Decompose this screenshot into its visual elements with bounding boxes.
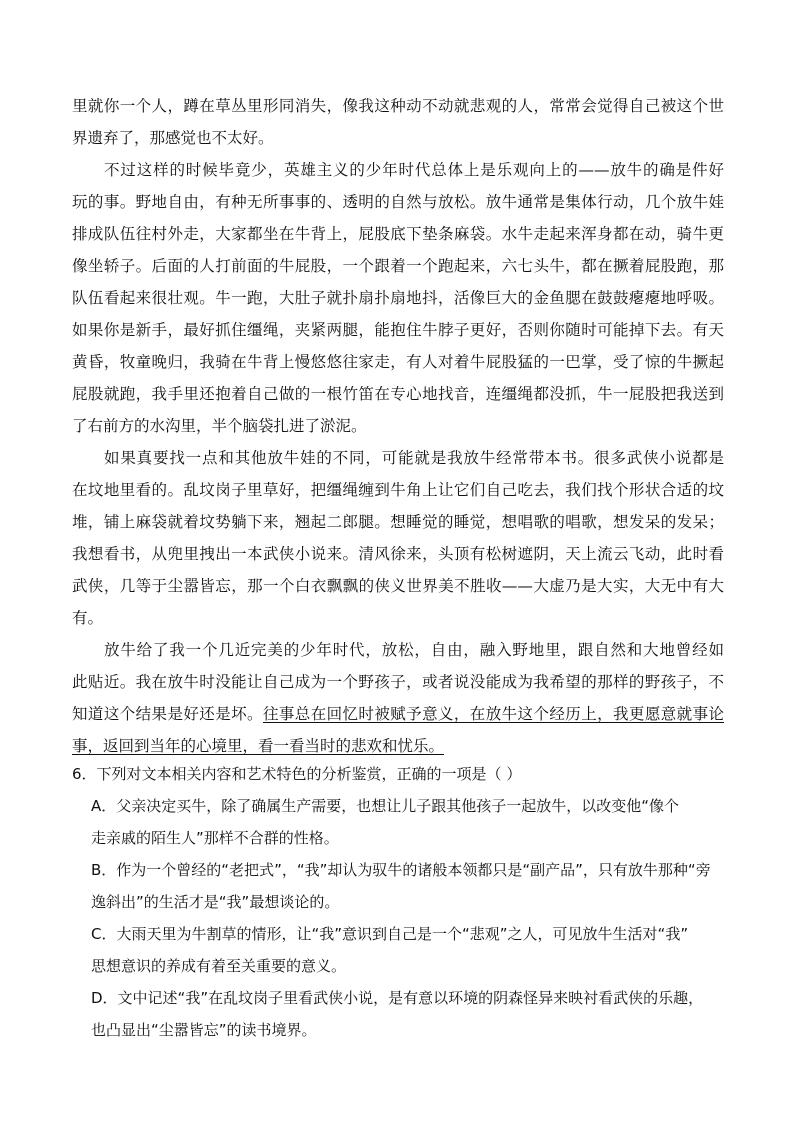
option-a[interactable]: A．父亲决定买牛，除了确属生产需要，也想让儿子跟其他孩子一起放牛，以改变他“像个: [91, 797, 680, 815]
passage-line: 队伍看起来很壮观。牛一跑，大肚子就扑扇扑扇地抖，活像巨大的金鱼腮在鼓鼓瘪瘪地呼吸。: [72, 289, 724, 307]
passage-line: 了右前方的水沟里，半个脑袋扎进了淤泥。: [72, 417, 367, 435]
option-c[interactable]: C．大雨天里为牛割草的情形，让“我”意识到自己是一个“悲观”之人，可见放牛生活对“我”: [91, 925, 689, 943]
passage-line: 武侠，几等于尘嚣皆忘，那一个白衣飘飘的侠义世界美不胜收——大虚乃是大实，大无中有大: [72, 577, 724, 595]
option-a-cont[interactable]: 走亲戚的陌生人”那样不合群的性格。: [91, 829, 339, 847]
passage-line: 界遗弃了，那感觉也不太好。: [72, 129, 274, 147]
underlined-sentence: 往事总在回忆时被赋予意义，在放牛这个经历上，我更愿意就事论: [262, 705, 724, 723]
underlined-sentence: 事，返回到当年的心境里，看一看当时的悲欢和忧乐。: [72, 737, 445, 755]
passage-line: 放牛给了我一个几近完美的少年时代，放松，自由，融入野地里，跟自然和大地曾经如: [104, 641, 724, 659]
passage-line: 堆，铺上麻袋就着坟势躺下来，翘起二郎腿。想睡觉的睡觉，想唱歌的唱歌，想发呆的发呆；: [72, 513, 724, 531]
question-stem: 6．下列对文本相关内容和艺术特色的分析鉴赏，正确的一项是（ ）: [72, 765, 522, 783]
passage-text: 知道这个结果是好还是坏。: [72, 705, 263, 723]
passage-line: 此贴近。我在放牛时没能让自己成为一个野孩子，或者说没能成为我希望的那样的野孩子，不: [72, 673, 724, 691]
passage-line: 如果真要找一点和其他放牛娃的不同，可能就是我放牛经常带本书。很多武侠小说都是: [104, 449, 724, 467]
option-d-cont[interactable]: 也凸显出“尘嚣皆忘”的读书境界。: [91, 1021, 317, 1039]
passage-line: 我想看书，从兜里拽出一本武侠小说来。清风徐来，头顶有松树遮阴，天上流云飞动，此时看: [72, 545, 724, 563]
passage-line: 玩的事。野地自由，有种无所事事的、透明的自然与放松。放牛通常是集体行动，几个放牛娃: [72, 193, 724, 211]
passage-line: [72, 704, 724, 724]
passage-line: 屁股就跑，我手里还抱着自己做的一根竹笛在专心地找音，连缰绳都没抓，牛一屁股把我送到: [72, 385, 724, 403]
passage-line: 里就你一个人，蹲在草丛里形同消失，像我这种动不动就悲观的人，常常会觉得自己被这个世: [72, 97, 724, 115]
passage-line: [72, 736, 724, 756]
option-b-cont[interactable]: 逸斜出”的生活才是“我”最想谈论的。: [91, 893, 340, 911]
passage-line: 排成队伍往村外走，大家都坐在牛背上，屁股底下垫条麻袋。水牛走起来浑身都在动，骑牛更: [72, 225, 724, 243]
passage-line: 如果你是新手，最好抓住缰绳，夹紧两腿，能抱住牛脖子更好，否则你随时可能掉下去。有天: [72, 321, 724, 339]
option-c-cont[interactable]: 思想意识的养成有着至关重要的意义。: [91, 957, 347, 975]
passage-line: 像坐轿子。后面的人打前面的牛屁股，一个跟着一个跑起来，六七头牛，都在撅着屁股跑，那: [72, 257, 724, 275]
passage-line: 在坟地里看的。乱坟岗子里草好，把缰绳缠到牛角上让它们自己吃去，我们找个形状合适的坟: [72, 481, 724, 499]
passage-line: 不过这样的时候毕竟少，英雄主义的少年时代总体上是乐观向上的——放牛的确是件好: [104, 161, 724, 179]
option-d[interactable]: D．文中记述“我”在乱坟岗子里看武侠小说，是有意以环境的阴森怪异来映衬看武侠的乐趣，: [91, 989, 704, 1007]
option-b[interactable]: B．作为一个曾经的“老把式”，“我”却认为驭牛的诸般本领都只是“副产品”，只有放牛那种“旁: [91, 861, 711, 879]
passage-line: 黄昏，牧童晚归，我骑在牛背上慢悠悠往家走，有人对着牛屁股猛的一巴掌，受了惊的牛撅起: [72, 353, 724, 371]
passage-line: 有。: [72, 609, 104, 627]
